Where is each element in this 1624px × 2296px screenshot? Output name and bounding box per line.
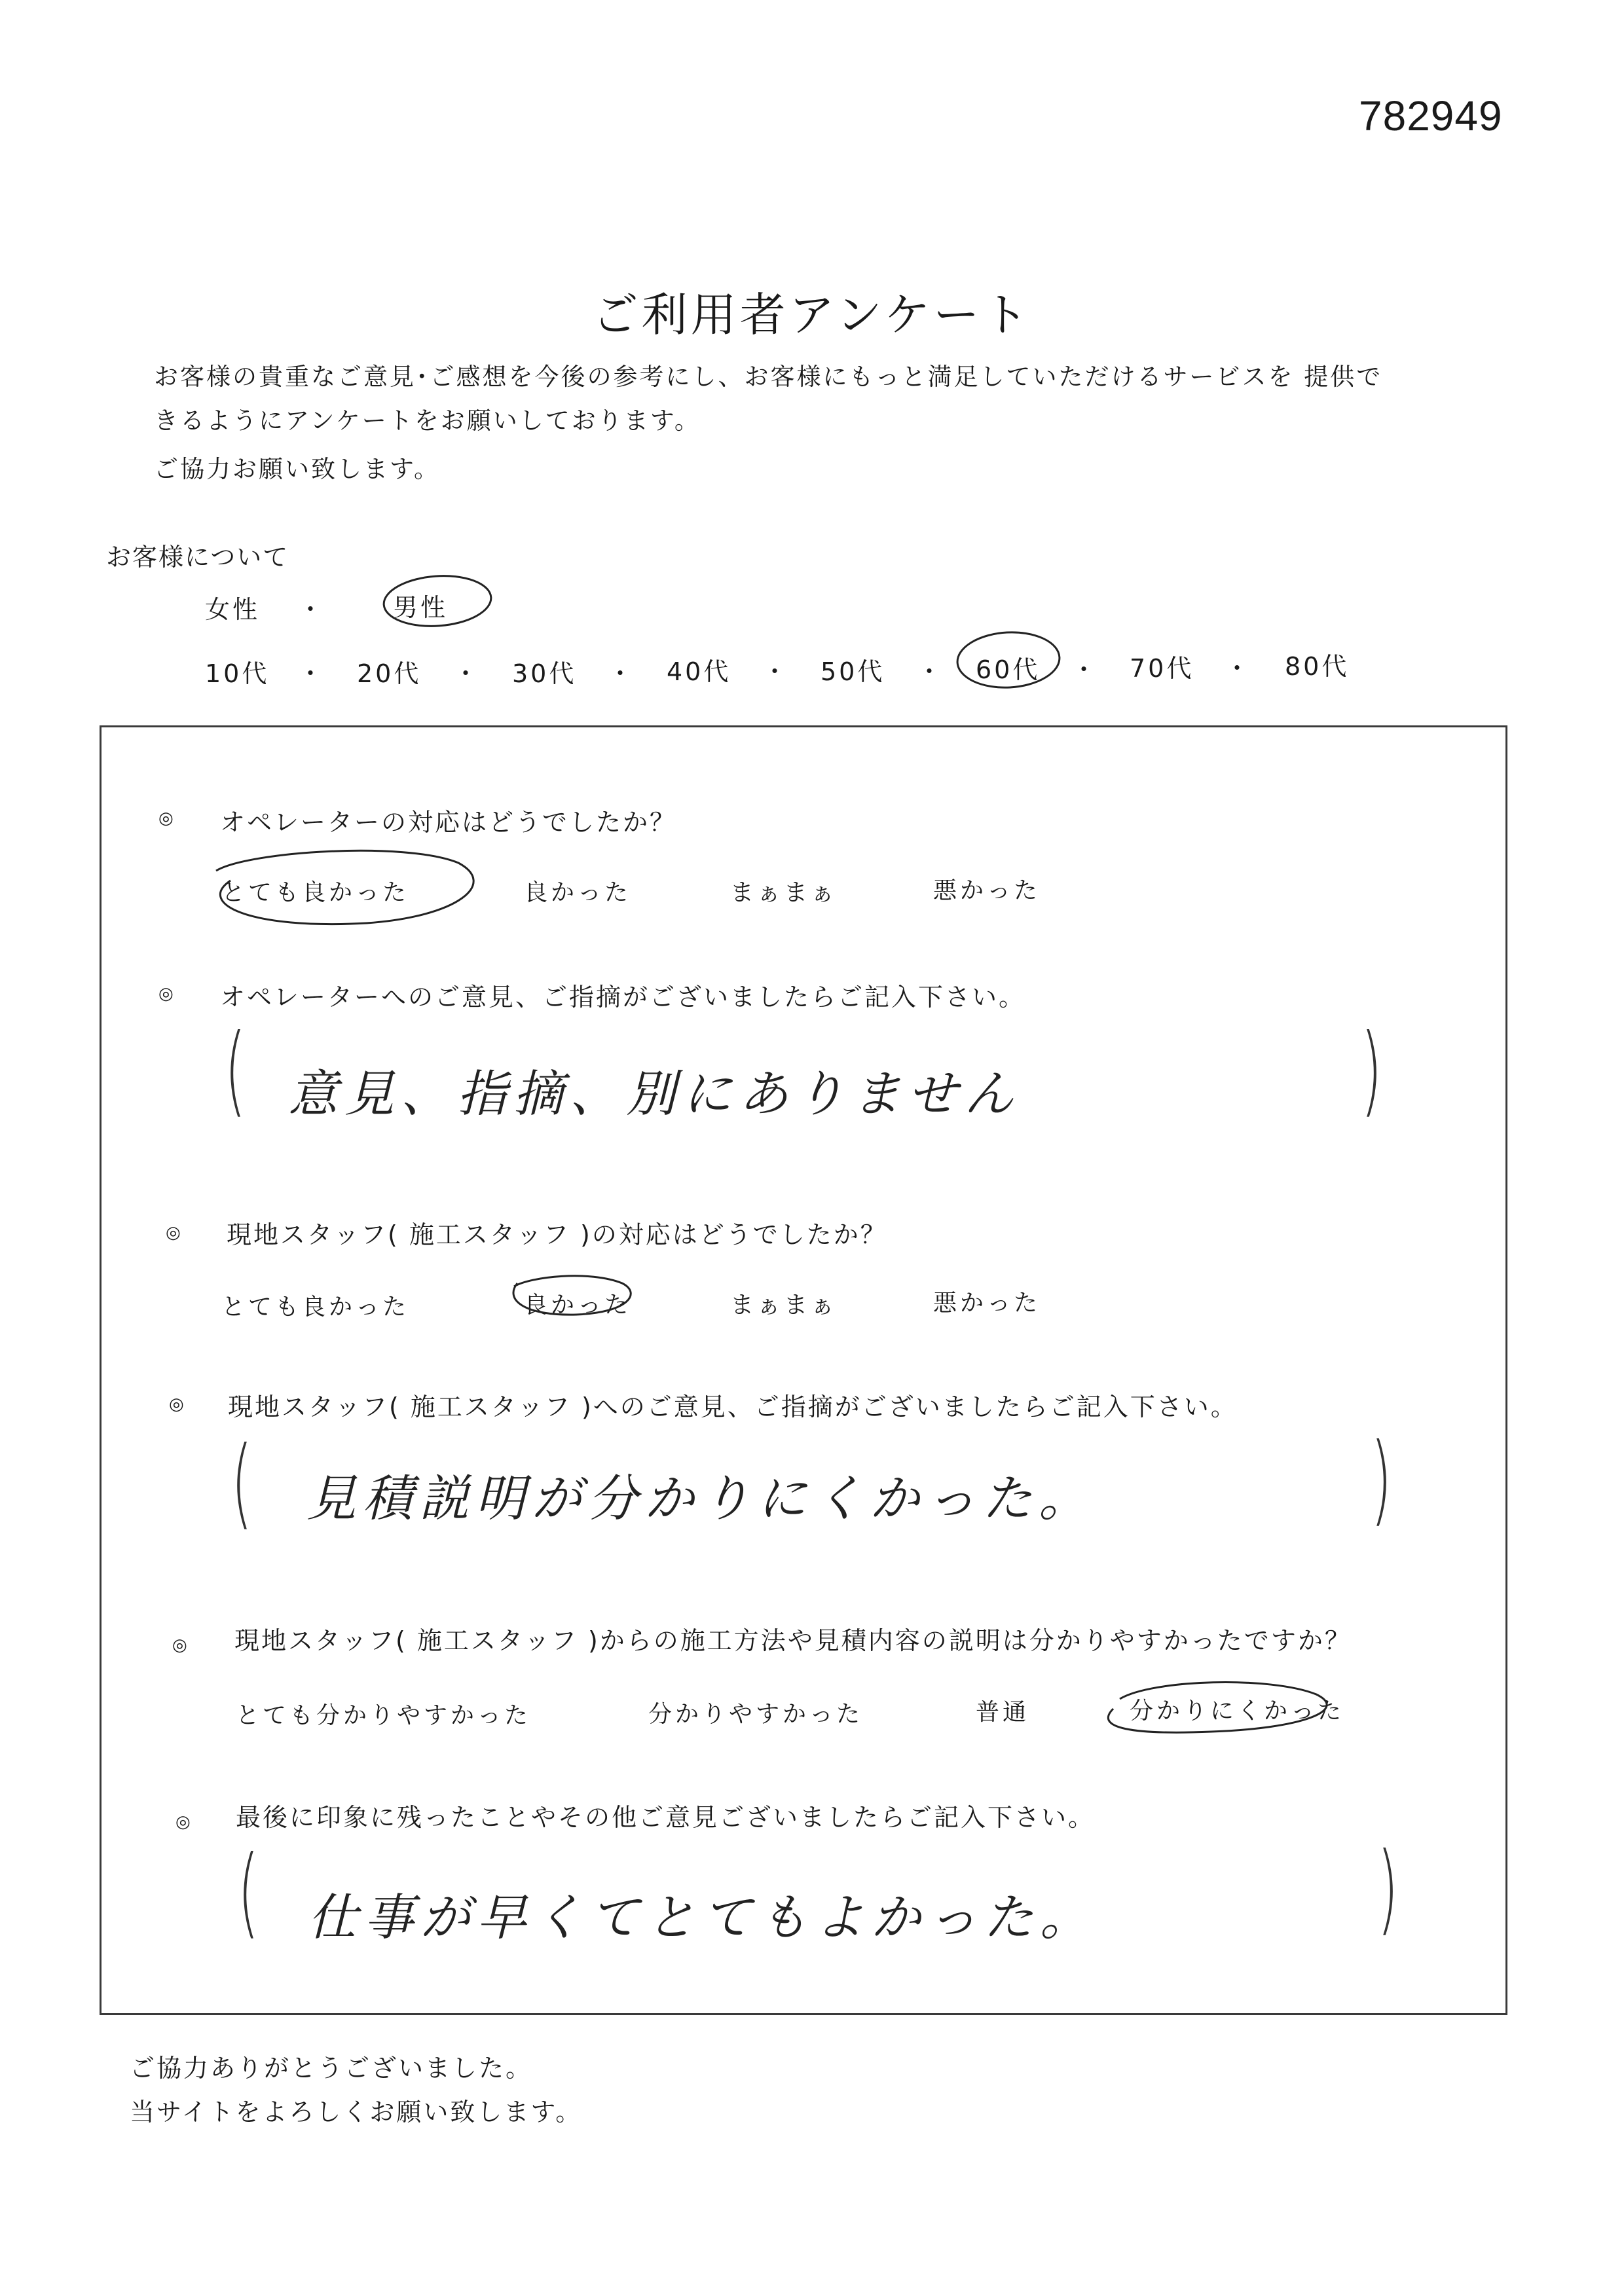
bullet-icon: ◎ <box>158 809 174 828</box>
customer-section-label: お客様について <box>106 543 289 572</box>
question-explanation-clarity: 現地スタッフ( 施工スタッフ )からの施工方法や見積内容の説明は分かりやすかったですか？ <box>234 1626 1352 1655</box>
separator: ・ <box>762 657 788 686</box>
q5-option-normal[interactable]: 普通 <box>976 1699 1030 1726</box>
q3-option-bad[interactable]: 悪かった <box>933 1290 1041 1317</box>
staff-comment-answer[interactable]: 見積説明が分かりにくかった。 <box>306 1469 1095 1527</box>
question-operator-response: オペレーターの対応はどうでしたか？ <box>220 808 677 837</box>
separator: ・ <box>1071 655 1097 684</box>
close-bracket: ) <box>1371 1423 1392 1537</box>
close-bracket: ) <box>1377 1832 1399 1946</box>
q5-option-unclear[interactable]: 分かりにくかった <box>1130 1698 1345 1724</box>
close-bracket: ) <box>1361 1013 1382 1127</box>
document-number: 782949 <box>1359 92 1503 139</box>
question-staff-response: 現地スタッフ( 施工スタッフ )の対応はどうでしたか？ <box>227 1220 887 1249</box>
separator: ・ <box>608 659 633 688</box>
operator-comment-answer[interactable]: 意見、指摘、別にありません <box>288 1065 1020 1123</box>
separator: ・ <box>298 659 323 688</box>
intro-line-2: きるようにアンケートをお願いしております。 <box>154 407 701 435</box>
intro-line-1: お客様の貴重なご意見･ご感想を今後の参考にし、お客様にもっと満足していただけるサービスを 提供で <box>154 363 1383 391</box>
final-comment-answer[interactable]: 仕事が早くてとてもよかった。 <box>308 1888 1096 1946</box>
survey-title: ご利用者アンケート <box>592 288 1032 342</box>
question-final-comment: 最後に印象に残ったことやその他ご意見ございましたらご記入下さい。 <box>236 1803 1096 1832</box>
intro-line-3: ご協力お願い致します。 <box>154 455 441 483</box>
bullet-icon: ◎ <box>175 1812 191 1832</box>
q3-option-good[interactable]: 良かった <box>524 1292 632 1319</box>
footer-closing: 当サイトをよろしくお願い致します。 <box>130 2098 583 2126</box>
open-bracket: ( <box>225 1013 246 1127</box>
separator: ・ <box>917 657 942 686</box>
age-option-70s[interactable]: 70代 <box>1130 654 1194 683</box>
age-option-80s[interactable]: 80代 <box>1285 652 1350 681</box>
bullet-icon: ◎ <box>172 1635 187 1655</box>
open-bracket: ( <box>238 1835 259 1949</box>
q5-option-clear[interactable]: 分かりやすかった <box>648 1701 864 1728</box>
q1-option-good[interactable]: 良かった <box>524 879 632 906</box>
age-option-20s[interactable]: 20代 <box>357 659 422 688</box>
age-option-10s[interactable]: 10代 <box>205 659 270 688</box>
question-operator-comment: オペレーターへのご意見、ご指摘がございましたらご記入下さい。 <box>220 983 1026 1011</box>
q1-option-very-good[interactable]: とても良かった <box>221 879 410 906</box>
age-option-40s[interactable]: 40代 <box>667 657 731 686</box>
gender-option-female[interactable]: 女性 <box>205 595 261 624</box>
open-bracket: ( <box>231 1426 253 1540</box>
bullet-icon: ◎ <box>166 1223 181 1243</box>
bullet-icon: ◎ <box>158 984 174 1004</box>
gender-option-male[interactable]: 男性 <box>393 593 449 622</box>
q1-option-bad[interactable]: 悪かった <box>933 877 1041 904</box>
q3-option-so-so[interactable]: まぁまぁ <box>730 1292 838 1319</box>
bullet-icon: ◎ <box>169 1394 184 1414</box>
separator: ・ <box>1225 654 1250 683</box>
age-option-60s[interactable]: 60代 <box>976 655 1041 684</box>
age-option-30s[interactable]: 30代 <box>512 659 577 688</box>
footer-thanks: ご協力ありがとうございました。 <box>130 2054 533 2083</box>
separator: ・ <box>298 595 323 624</box>
q1-option-so-so[interactable]: まぁまぁ <box>730 879 838 906</box>
separator: ・ <box>453 659 479 688</box>
q3-option-very-good[interactable]: とても良かった <box>221 1294 410 1321</box>
age-option-50s[interactable]: 50代 <box>821 657 885 686</box>
question-staff-comment: 現地スタッフ( 施工スタッフ )へのご意見、ご指摘がございましたらご記入下さい。 <box>228 1393 1238 1421</box>
q5-option-very-clear[interactable]: とても分かりやすかった <box>236 1702 532 1729</box>
